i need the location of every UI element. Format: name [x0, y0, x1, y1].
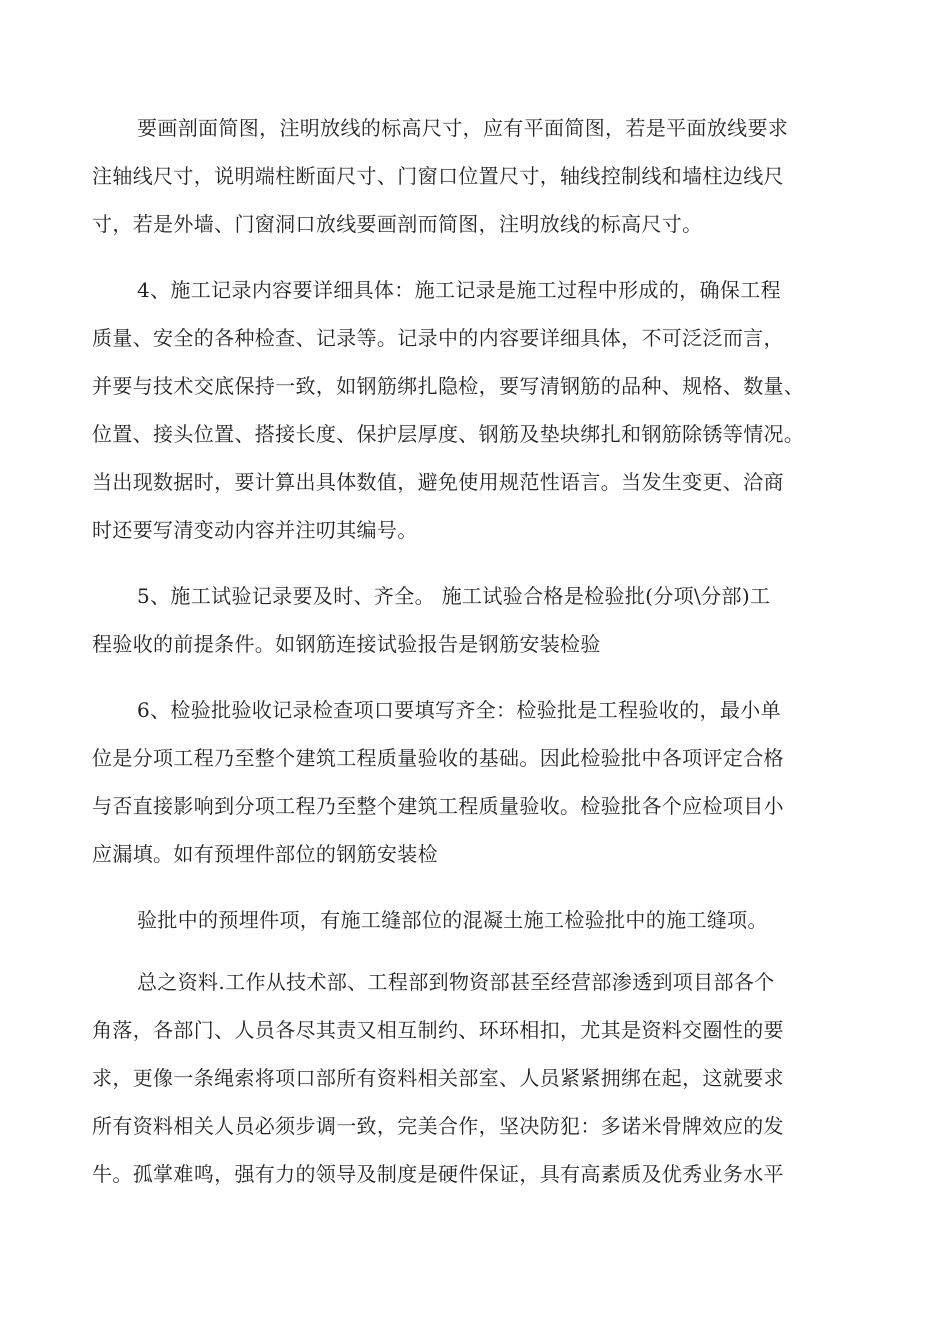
text-line: 角落，各部门、人员各尽其责又相互制约、环环相扣，尤其是资料交圈性的要	[92, 1018, 784, 1042]
text-line: 4、施工记录内容要详细具体：施工记录是施工过程中形成的，确保工程	[137, 278, 781, 302]
text-line: 位是分项工程乃至整个建筑工程质量验收的基础。因此检验批中各项评定合格	[92, 746, 784, 770]
text-line: 并要与技术交底保持一致，如钢筋绑扎隐检，要写清钢筋的品种、规格、数量、	[92, 374, 805, 398]
text-line: 总之资料.工作从技术部、工程部到物资部甚至经营部渗透到项目部各个	[137, 970, 775, 994]
text-line: 程验收的前提条件。如钢筋连接试验报告是钢筋安装检验	[92, 632, 601, 656]
text-line: 寸，若是外墙、门窗洞口放线要画剖而简图，注明放线的标高尺寸。	[92, 212, 703, 236]
text-line: 6、检验批验收记录检查项口要填写齐全：检验批是工程验收的，最小单	[137, 698, 781, 722]
text-line: 验批中的预埋件项，有施工缝部位的混凝土施工检验批中的施工缝项。	[137, 908, 768, 932]
text-line: 所有资料相关人员必须步调一致，完美合作，坚决防犯：多诺米骨牌效应的发	[92, 1114, 784, 1138]
text-line: 牛。孤掌难鸣，强有力的领导及制度是硬件保证，具有高素质及优秀业务水平	[92, 1162, 784, 1186]
text-line: 求，更像一条绳索将项口部所有资料相关部室、人员紧紧拥绑在起，这就要求	[92, 1066, 784, 1090]
text-line: 注轴线尺寸，说明端柱断面尺寸、门窗口位置尺寸，轴线控制线和墙柱边线尺	[92, 164, 784, 188]
text-line: 位置、接头位置、搭接长度、保护层厚度、钢筋及垫块绑扎和钢筋除锈等情况。	[92, 422, 805, 446]
text-line: 5、施工试验记录要及时、齐全。 施工试验合格是检验批(分项\分部)工	[137, 584, 771, 608]
text-line: 应漏填。如有预埋件部位的钢筋安装检	[92, 842, 438, 866]
text-line: 时还要写清变动内容并注叨其编号。	[92, 518, 418, 542]
text-line: 要画剖面简图，注明放线的标高尺寸，应有平面简图，若是平面放线要求	[137, 116, 789, 140]
text-line: 质量、安全的各种检查、记录等。记录中的内容要详细具体，不可泛泛而言，	[92, 326, 784, 350]
text-line: 当出现数据时，要计算出具体数值，避免使用规范性语言。当发生变更、洽商	[92, 470, 784, 494]
text-line: 与否直接影响到分项工程乃至整个建筑工程质量验收。检验批各个应检项目小	[92, 794, 784, 818]
